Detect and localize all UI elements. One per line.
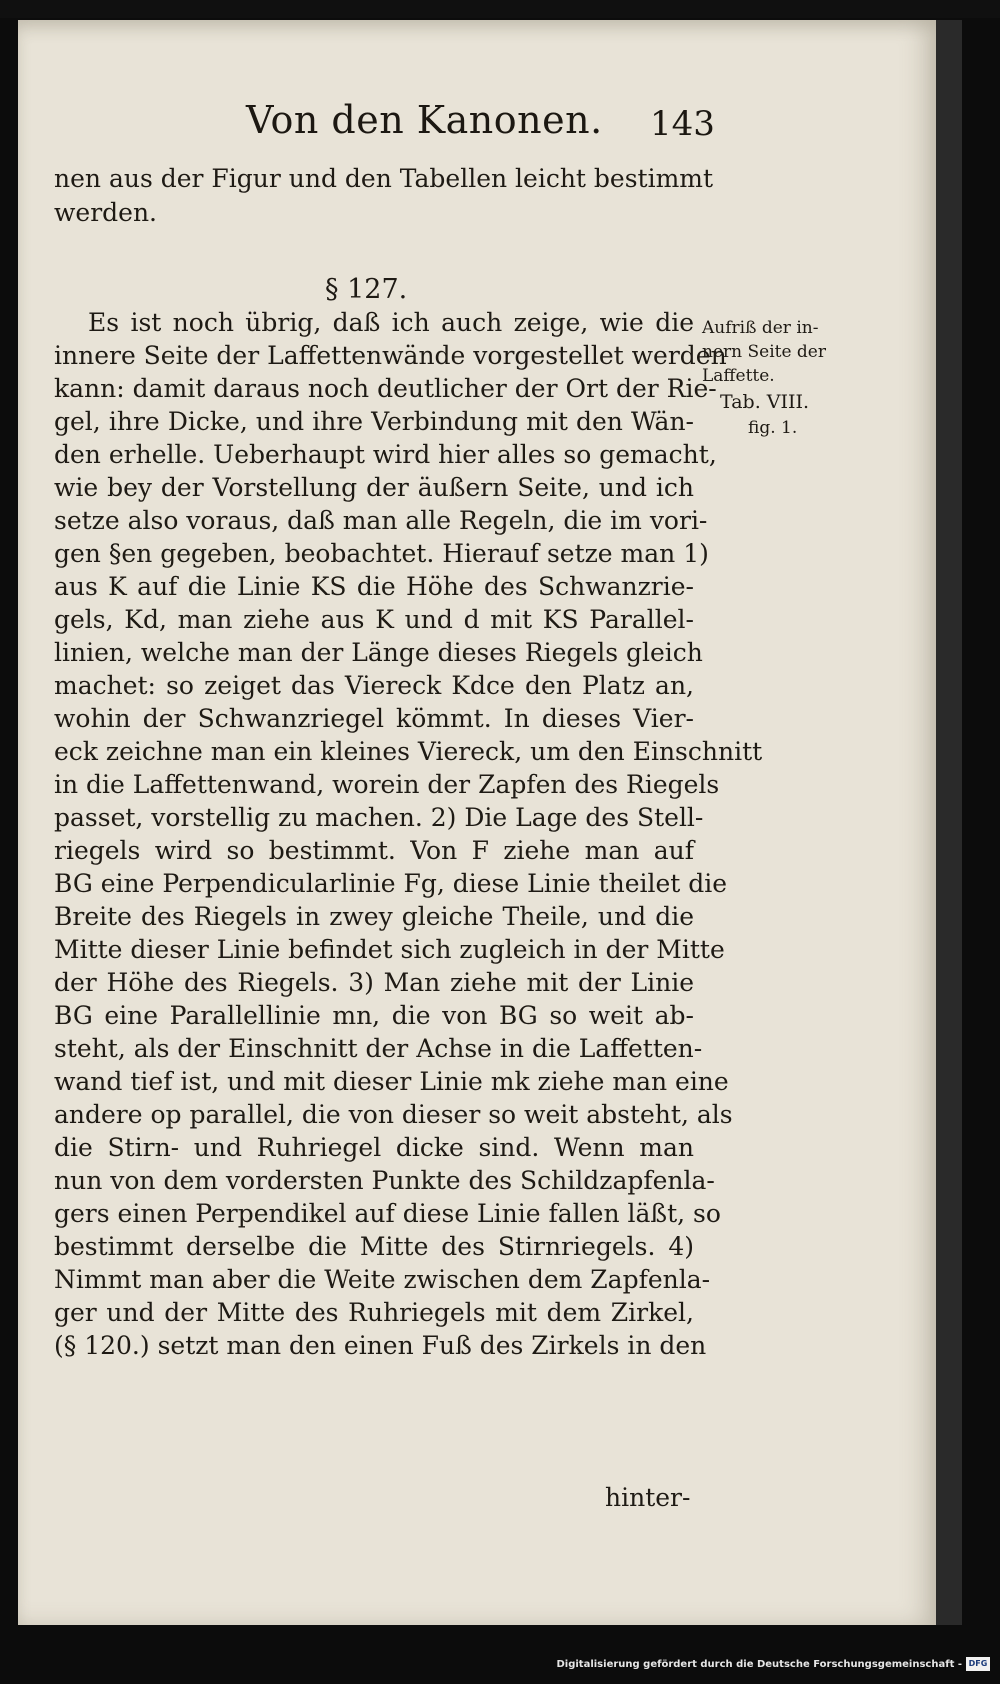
body-line: Mitte dieser Linie befindet sich zugleich in der Mitte [54,935,725,964]
paragraph-first-line: Es ist noch übrig, daß ich auch zeige, wie die [88,308,694,337]
body-line: setze also voraus, daß man alle Regeln, die im vori- [54,506,708,535]
body-line: BG eine Parallellinie mn, die von BG so weit ab- [54,1001,694,1030]
footer-credit: Digitalisierung gefördert durch die Deutsche Forschungsgemeinschaft - [556,1659,962,1670]
body-line: werden. [54,198,157,227]
body-line: linien, welche man der Länge dieses Riegels gleich [54,638,703,667]
body-line: Breite des Riegels in zwey gleiche Theile, und die [54,902,694,931]
body-line: gers einen Perpendikel auf diese Linie fallen läßt, so [54,1199,721,1228]
body-line: riegels wird so bestimmt. Von F ziehe man auf [54,836,694,865]
body-line: Nimmt man aber die Weite zwischen dem Zapfenla- [54,1265,711,1294]
body-line: wie bey der Vorstellung der äußern Seite, und ich [54,473,694,502]
scan-top-border [0,0,1000,18]
body-line: passet, vorstellig zu machen. 2) Die Lage des Stell- [54,803,704,832]
body-line: bestimmt derselbe die Mitte des Stirnriegels. 4) [54,1232,694,1261]
margin-note-line: nern Seite der [702,342,826,362]
body-line: in die Laffettenwand, worein der Zapfen des Riegels [54,770,720,799]
body-line: andere op parallel, die von dieser so weit absteht, als [54,1100,733,1129]
margin-tab-reference: Tab. VIII. [720,391,810,413]
body-line: machet: so zeiget das Viereck Kdce den Platz an, [54,671,694,700]
body-line: gen §en gegeben, beobachtet. Hierauf setze man 1) [54,539,709,568]
body-line: aus K auf die Linie KS die Höhe des Schwanzrie- [54,572,694,601]
body-line: kann: damit daraus noch deutlicher der Ort der Rie- [54,374,717,403]
body-line: gel, ihre Dicke, und ihre Verbindung mit den Wän- [54,407,694,436]
body-line: (§ 120.) setzt man den einen Fuß des Zirkels in den [54,1331,707,1360]
body-line: nun von dem vordersten Punkte des Schildzapfenla- [54,1166,715,1195]
running-head-title: Von den Kanonen. [246,98,603,142]
body-line: innere Seite der Laffettenwände vorgestellet werden [54,341,727,370]
body-line: gels, Kd, man ziehe aus K und d mit KS Parallel- [54,605,694,634]
body-line: nen aus der Figur und den Tabellen leicht bestimmt [54,164,714,193]
body-line: steht, als der Einschnitt der Achse in die Laffetten- [54,1034,703,1063]
body-line: den erhelle. Ueberhaupt wird hier alles so gemacht, [54,440,717,469]
body-line: ger und der Mitte des Ruhriegels mit dem Zirkel, [54,1298,694,1327]
body-line: eck zeichne man ein kleines Viereck, um den Einschnitt [54,737,763,766]
margin-note-line: Aufriß der in- [702,318,819,338]
body-line: die Stirn- und Ruhriegel dicke sind. Wenn man [54,1133,694,1162]
page-edge-shadow [936,20,962,1625]
body-line: wand tief ist, und mit dieser Linie mk ziehe man eine [54,1067,729,1096]
margin-note-line: Laffette. [702,366,775,386]
dfg-logo: DFG [966,1657,990,1671]
page-number: 143 [650,104,715,144]
body-line: wohin der Schwanzriegel kömmt. In dieses Vier- [54,704,694,733]
body-line: der Höhe des Riegels. 3) Man ziehe mit der Linie [54,968,694,997]
margin-fig-reference: fig. 1. [748,418,798,438]
catchword: hinter- [605,1483,691,1512]
section-heading: § 127. [325,274,408,305]
body-line: BG eine Perpendicularlinie Fg, diese Linie theilet die [54,869,728,898]
